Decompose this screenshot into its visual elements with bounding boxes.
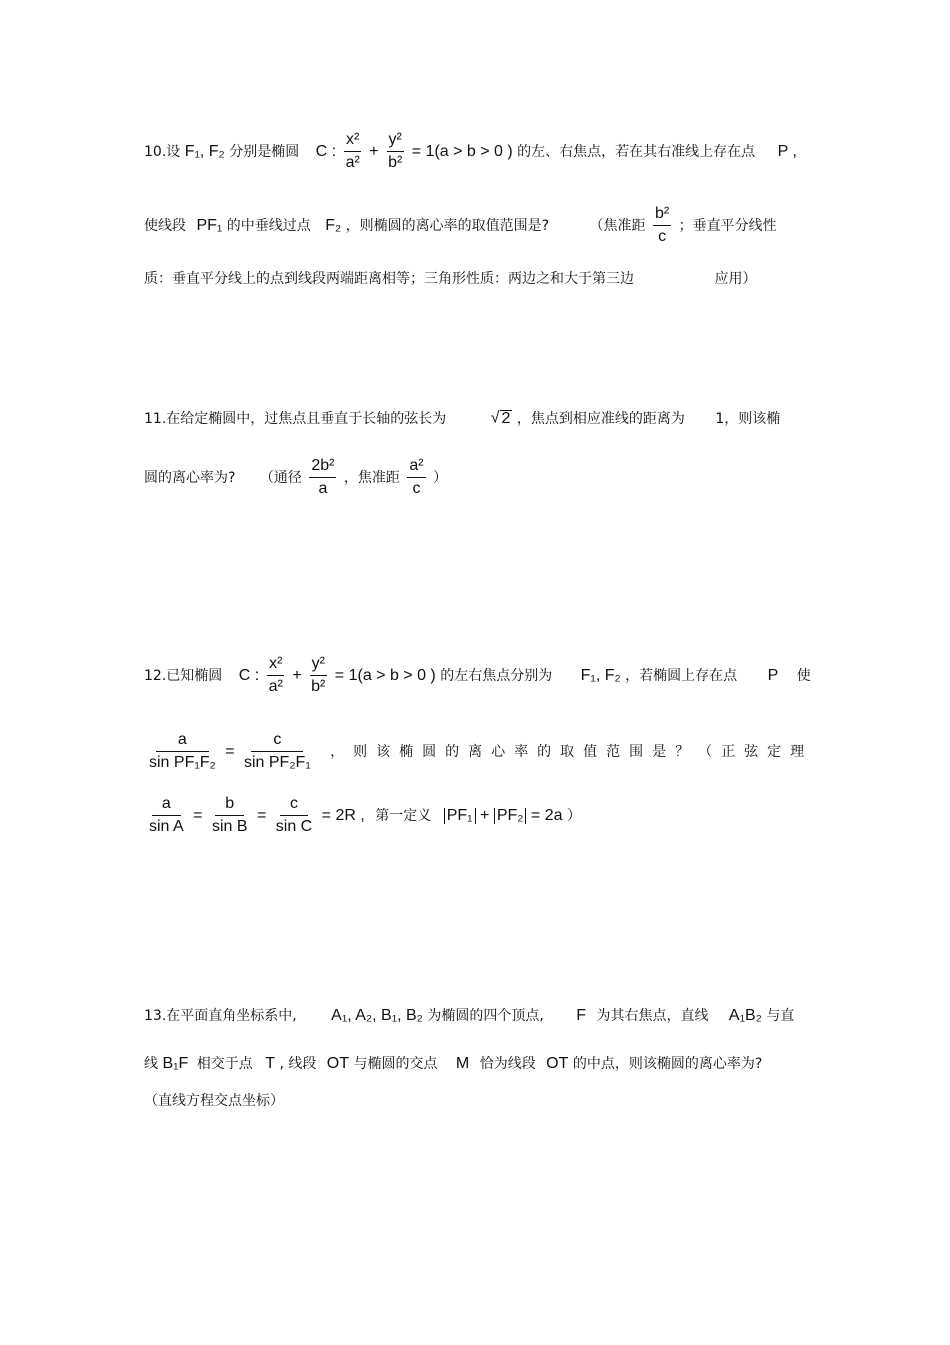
p10-line2	[144, 206, 777, 245]
p10-l2c: ，则椭圆的离心率的取值范围是?	[345, 217, 550, 234]
p10-pf1: PF₁	[196, 216, 223, 234]
p10-line1	[144, 132, 797, 171]
p12-text3: 使	[796, 667, 811, 684]
p10-frac-y: $\frac{\text{y²}}{\text{b²}}$	[388, 131, 403, 171]
p12-c: C :	[238, 666, 260, 684]
p10-f2: F₂	[325, 216, 342, 234]
p10-text1: 分别是椭圆	[229, 143, 300, 160]
p12-frac-ratio2: $\frac{c}{\text{sin PF₂F₁}}$	[243, 731, 311, 771]
p10-p: P ,	[777, 142, 797, 160]
p10-l2b: 的中垂线过点	[226, 217, 311, 234]
p12-number: 12.已知椭圆	[144, 667, 223, 684]
p13-points: A₁, A₂, B₁, B₂	[331, 1007, 423, 1024]
p12-text2: ，若椭圆上存在点	[625, 667, 738, 684]
p11-l2c: ，焦准距	[343, 469, 400, 486]
p12-line1	[144, 656, 811, 695]
p13-ot2: OT	[546, 1055, 569, 1072]
p13-l2a: 线	[144, 1056, 158, 1072]
p13-l2c: , 线段	[279, 1056, 317, 1072]
p12-frac-y: $\frac{\text{y²}}{\text{b²}}$	[311, 655, 326, 695]
p13-t: T	[265, 1055, 275, 1072]
p13-line1	[144, 1008, 794, 1024]
p13-l3: （直线方程交点坐标）	[144, 1093, 284, 1109]
p12-eq2a: = 2a	[530, 806, 563, 824]
p11-frac-focal: $\frac{\text{a²}}{c}$	[409, 457, 424, 497]
p13-text2: 为其右焦点，直线	[596, 1008, 709, 1024]
p12-p: P	[767, 666, 779, 684]
p10-frac-hint: $\frac{\text{b²}}{c}$	[654, 205, 670, 245]
p12-text1: 的左右焦点分别为	[440, 667, 553, 684]
p12-f1f2: F₁, F₂	[580, 666, 621, 684]
p11-l2a: 圆的离心率为?	[144, 469, 236, 486]
p12-condition: = 1(a > b > 0 )	[334, 666, 436, 684]
p11-l2b: （通径	[259, 469, 302, 486]
p12-pf1: PF₁	[444, 808, 476, 824]
p13-text1: 为椭圆的四个顶点,	[427, 1008, 544, 1024]
p13-ot: OT	[326, 1055, 350, 1072]
p10-hint2: ；垂直平分线性	[678, 217, 777, 234]
p12-close: ）	[566, 807, 581, 824]
p12-plus2: +	[480, 806, 490, 824]
p10-condition: = 1(a > b > 0 )	[411, 142, 513, 160]
p10-f1f2: F₁, F₂	[184, 142, 225, 160]
p12-line2	[144, 732, 813, 771]
p13-text3: 与直	[766, 1008, 795, 1024]
p10-number: 10.设	[144, 143, 181, 160]
p10-plus: +	[369, 142, 379, 160]
p10-l3b: 应用）	[714, 271, 757, 287]
p13-f: F	[576, 1007, 587, 1024]
p12-frac-x: $\frac{\text{x²}}{\text{a²}}$	[268, 655, 283, 695]
p13-number: 13.在平面直角坐标系中,	[144, 1008, 297, 1024]
p13-l2b: 相交于点	[196, 1056, 253, 1072]
p12-def: 第一定义	[375, 807, 432, 824]
p13-l2e: 恰为线段	[479, 1056, 536, 1072]
p10-l3a: 质：垂直平分线上的点到线段两端距离相等；三角形性质：两边之和大于第三边	[144, 271, 634, 287]
p12-eq2r: = 2R ,	[321, 806, 365, 824]
p12-line3: $\frac{a}{\text{sin A}}$ = $\frac{b}{\text{sin B}}$ = $\frac{c}{\text{sin C}}$ = 2R , 第一定义 PF₁ + PF₂ = 2a ）	[149, 795, 581, 835]
p13-l2f: 的中点，则该椭圆的离心率为?	[572, 1056, 763, 1072]
p13-l2d: 与椭圆的交点	[353, 1056, 438, 1072]
p13-b1f: B₁F	[162, 1055, 189, 1072]
p10-c: C :	[315, 142, 337, 160]
p13-line2	[144, 1056, 762, 1072]
p10-line3	[144, 272, 756, 286]
p12-eq: =	[225, 742, 235, 760]
p12-l2: ，则该椭圆的离心率的取值范围是？（正弦定理	[330, 743, 814, 760]
p13-a1b2: A₁B₂	[728, 1007, 762, 1024]
p11-l1b: ，焦点到相应准线的距离为	[516, 410, 685, 427]
p13-m: M	[455, 1055, 470, 1072]
p11-line1	[144, 410, 780, 427]
p10-l2a: 使线段	[144, 217, 186, 234]
p12-plus: +	[292, 666, 302, 684]
p11-sqrt2: √ 2	[490, 409, 511, 427]
p12-frac-sinB: $\frac{b}{\text{sin B}}$	[211, 795, 248, 835]
p11-frac-latus: $\frac{\text{2b²}}{a}$	[311, 457, 335, 497]
p10-hint1: （焦准距	[589, 217, 646, 234]
p12-frac-ratio1: $\frac{a}{\text{sin PF₁F₂}}$	[149, 731, 216, 771]
p13-line3	[144, 1094, 284, 1108]
p10-text2: 的左、右焦点，若在其右准线上存在点	[517, 143, 756, 160]
p11-one: 1，则该椭	[715, 410, 781, 427]
p10-frac-x: $\frac{\text{x²}}{\text{a²}}$	[345, 131, 360, 171]
p11-l1a: 11.在给定椭圆中，过焦点且垂直于长轴的弦长为	[144, 410, 447, 427]
p11-l2d: ）	[433, 469, 448, 486]
p11-line2	[144, 458, 447, 497]
p12-pf2: PF₂	[494, 808, 527, 824]
p12-frac-sinA: $\frac{a}{\text{sin A}}$	[149, 795, 184, 835]
p12-frac-sinC: $\frac{c}{\text{sin C}}$	[275, 795, 313, 835]
